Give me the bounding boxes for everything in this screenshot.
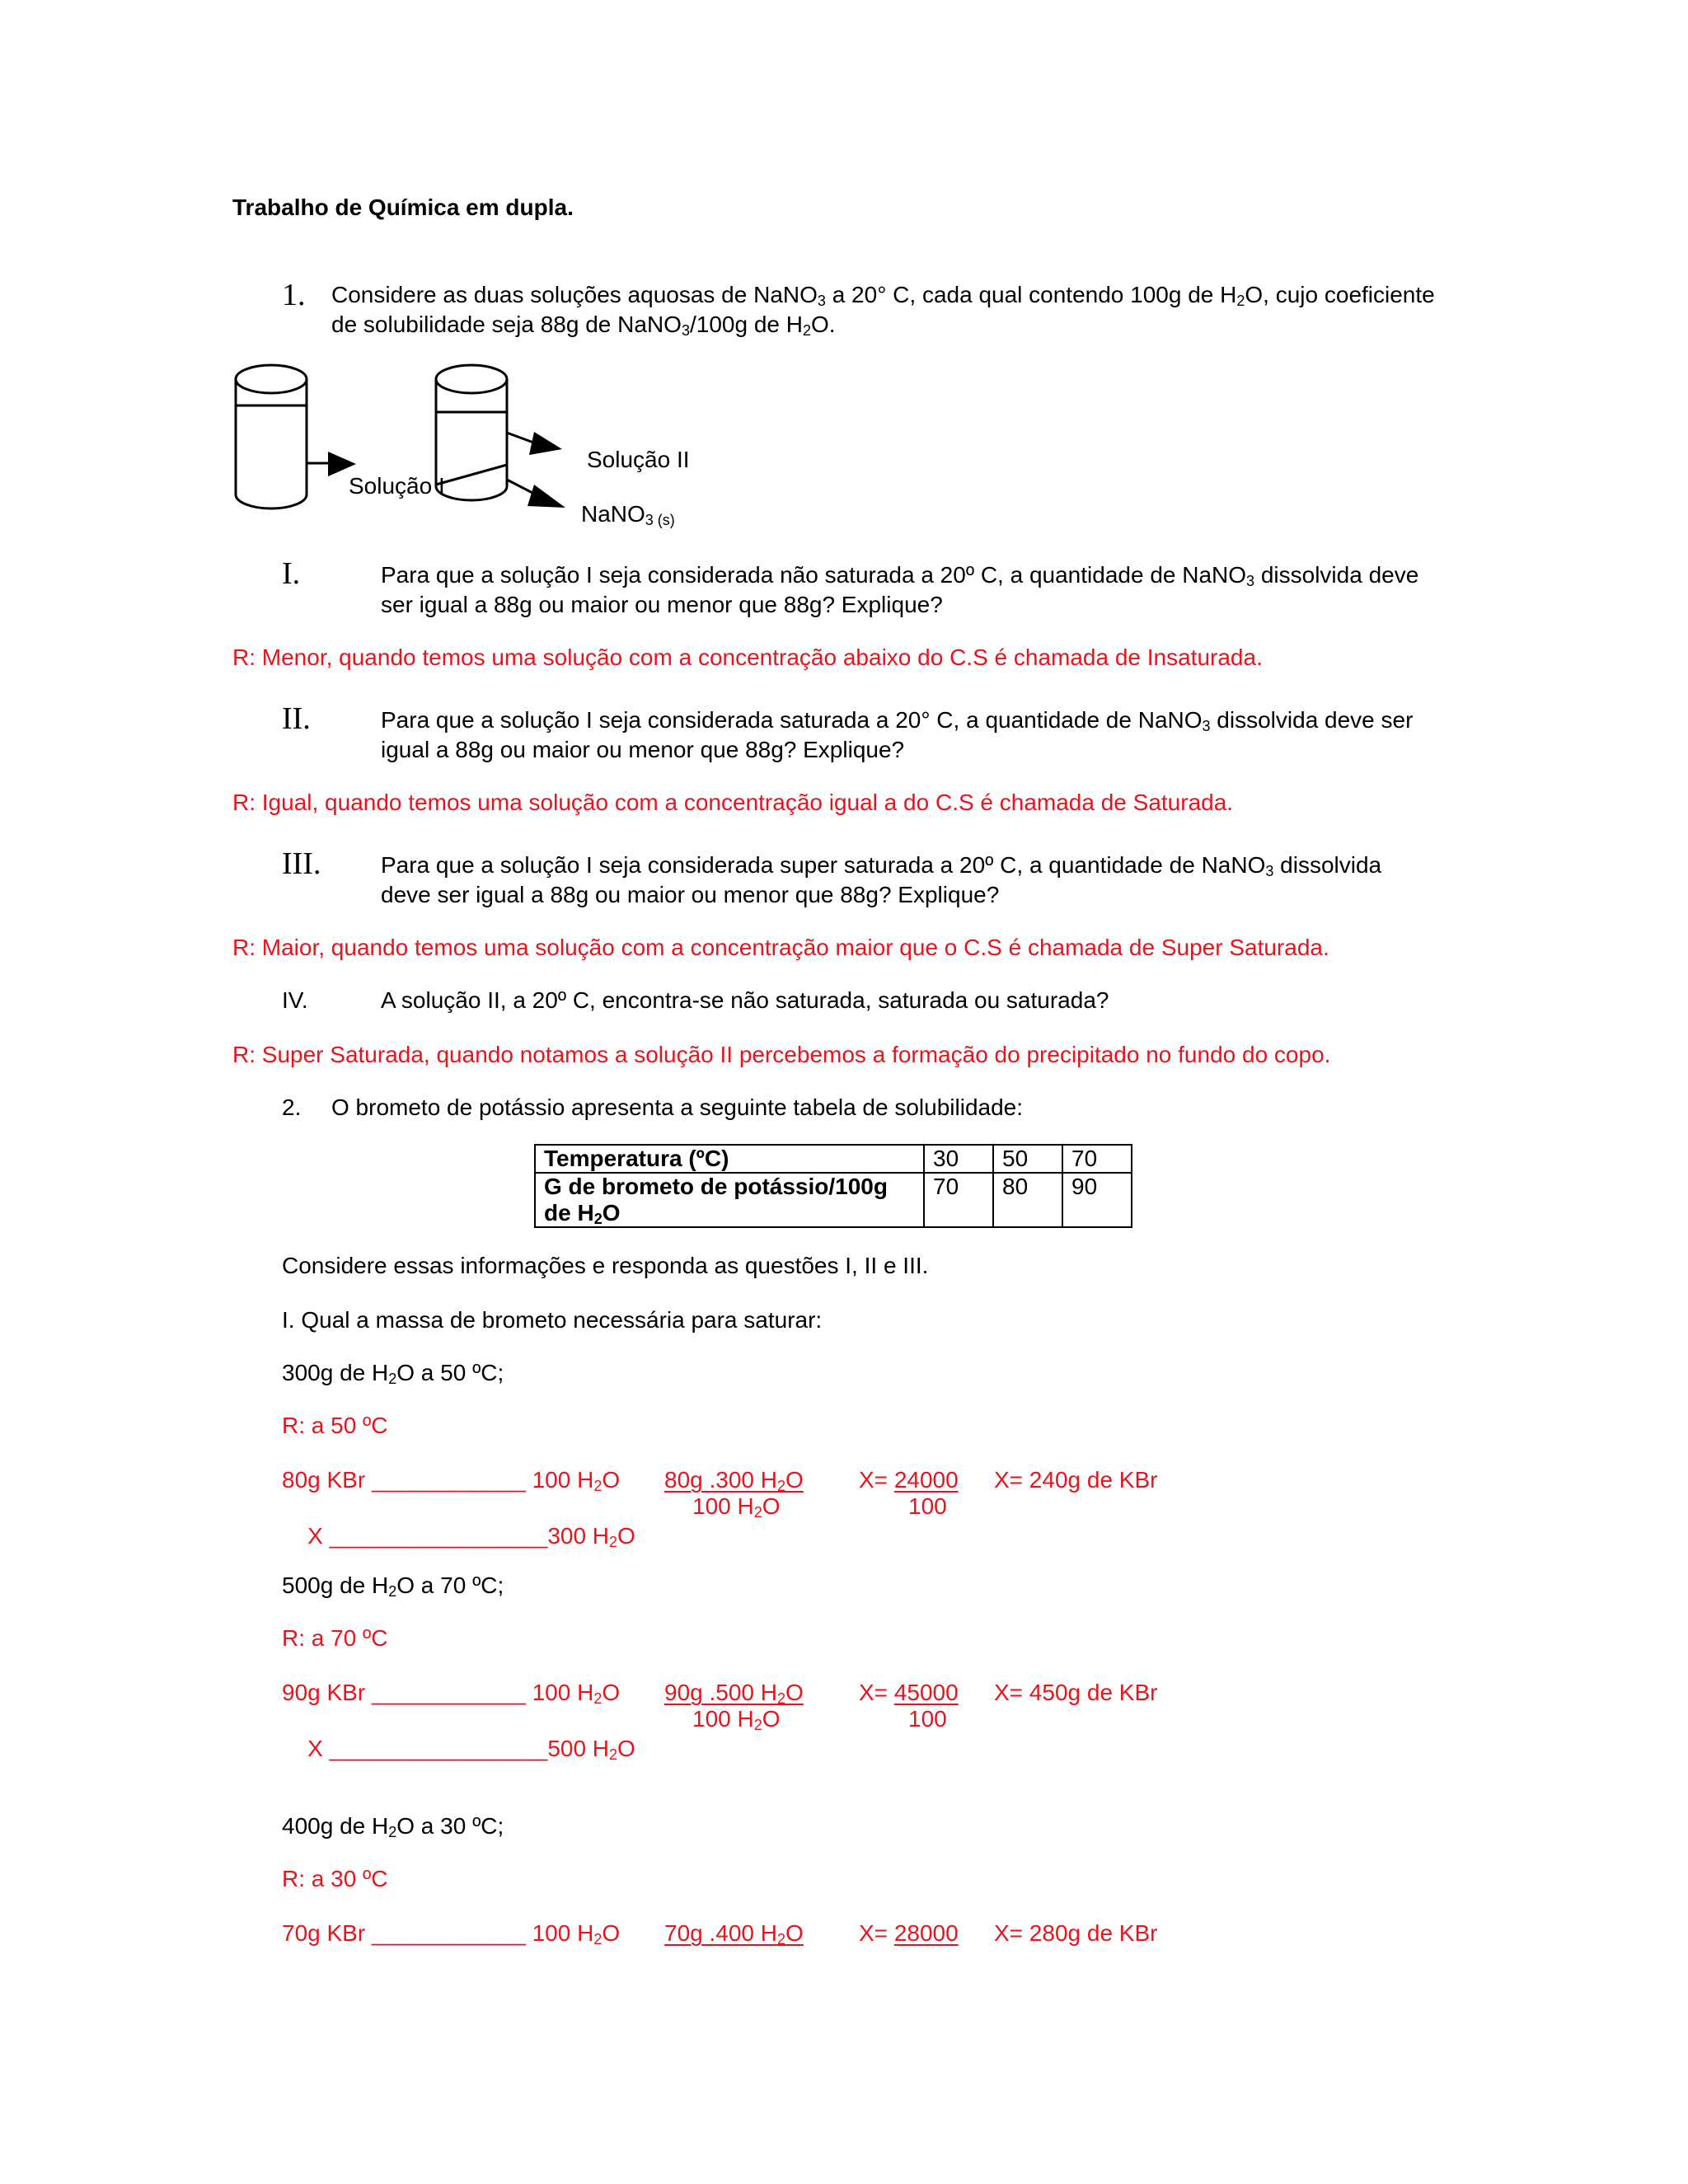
case-1-fraction-denominator: 100 $H_2O$ xyxy=(692,1493,781,1521)
item-4-answer: R: Super Saturada, quando notamos a solução II percebemos a formação do precipitado no fundo do copo. xyxy=(232,1042,1331,1067)
item-3-answer: R: Maior, quando temos uma solução com a concentração maior que o C.S é chamada de Super Saturada. xyxy=(232,935,1329,960)
case-2-line-2: X _________________500 $H_2O$ xyxy=(294,1736,635,1763)
case-2-result: X= 450g de KBr xyxy=(994,1680,1158,1705)
case-3-result: X= 280g de KBr xyxy=(994,1920,1158,1946)
label-solution-2: Solução II xyxy=(587,447,690,472)
item-1-line-1: Para que a solução I seja considerada não saturada a 20º C, a quantidade de NaNO$_3$ dissolvida deve xyxy=(381,562,1419,589)
case-1-response-label: R: a 50 ºC xyxy=(282,1413,388,1438)
table-cell: 80 xyxy=(993,1173,1062,1227)
item-2-line-1: Para que a solução I seja considerada saturada a 20° C, a quantidade de NaNO$_3$ dissolvida deve ser xyxy=(381,707,1414,734)
question-1-number: 1. xyxy=(282,278,306,312)
case-2-line-1: 90g KBr ____________ 100 $H_2O$ xyxy=(282,1680,621,1707)
question-2-prompt: I. Qual a massa de brometo necessária para saturar: xyxy=(282,1307,823,1333)
table-cell: 30 xyxy=(924,1145,993,1173)
beaker-1-top xyxy=(236,365,307,393)
item-2-answer: R: Igual, quando temos uma solução com a concentração igual a do C.S é chamada de Saturada. xyxy=(232,790,1234,815)
item-3-numeral: III. xyxy=(282,846,321,881)
case-1-question: 300g de $H_2O$ a 50 ºC; xyxy=(282,1360,504,1387)
item-2-line-2: igual a 88g ou maior ou menor que 88g? Explique? xyxy=(381,737,905,762)
question-1-line-2: de solubilidade seja 88g de NaNO$_3$/100g de $H_2O$. xyxy=(331,312,836,339)
item-4-numeral: IV. xyxy=(282,987,308,1013)
case-1-x-numerator: X= 24000 xyxy=(859,1467,959,1493)
arrow-solution-2 xyxy=(529,432,562,455)
case-1-line-1: 80g KBr ____________ 100 $H_2O$ xyxy=(282,1467,621,1494)
question-2-consider: Considere essas informações e responda as questões I, II e III. xyxy=(282,1253,929,1278)
item-3-line-1: Para que a solução I seja considerada super saturada a 20º C, a quantidade de NaNO$_3$ dissolvida xyxy=(381,852,1382,879)
label-nano3: NaNO$_{3 (s)}$ xyxy=(581,501,675,528)
case-2-fraction-numerator: 90g .500 $H_2O$ xyxy=(664,1680,804,1707)
case-2-x-denominator: 100 xyxy=(908,1706,947,1732)
beaker-2-top xyxy=(436,365,507,393)
table-row xyxy=(535,1145,1132,1173)
case-2-response-label: R: a 70 ºC xyxy=(282,1625,388,1651)
table-cell: 50 xyxy=(993,1145,1062,1173)
item-1-line-2: ser igual a 88g ou maior ou menor que 88g? Explique? xyxy=(381,592,943,617)
table-row xyxy=(535,1173,1132,1227)
case-3-line-1: 70g KBr ____________ 100 $H_2O$ xyxy=(282,1920,621,1947)
table-cell: 70 xyxy=(924,1173,993,1227)
question-1-line-1: Considere as duas soluções aquosas de NaNO$_3$ a 20° C, cada qual contendo 100g de $H_2O$, cujo coeficiente xyxy=(331,282,1435,309)
case-3-response-label: R: a 30 ºC xyxy=(282,1866,388,1891)
item-3-line-2: deve ser igual a 88g ou maior ou menor que 88g? Explique? xyxy=(381,882,1000,907)
case-1-line-2: X _________________300 $H_2O$ xyxy=(294,1523,635,1550)
page-title: Trabalho de Química em dupla. xyxy=(232,194,574,220)
item-2-numeral: II. xyxy=(282,701,311,736)
question-2-number: 2. xyxy=(282,1094,302,1120)
case-3-fraction-numerator: 70g .400 $H_2O$ xyxy=(664,1920,804,1947)
item-4-line-1: A solução II, a 20º C, encontra-se não saturada, saturada ou saturada? xyxy=(381,987,1109,1013)
label-solution-1: Solução I xyxy=(349,473,445,499)
case-2-fraction-denominator: 100 $H_2O$ xyxy=(692,1706,781,1733)
table-header-mass: G de brometo de potássio/100g de $H_2O$ xyxy=(535,1173,924,1227)
solubility-table xyxy=(534,1144,1132,1228)
case-1-result: X= 240g de KBr xyxy=(994,1467,1158,1493)
table-cell: 90 xyxy=(1062,1173,1132,1227)
case-3-x-numerator: X= 28000 xyxy=(859,1920,959,1946)
case-1-fraction-numerator: 80g .300 $H_2O$ xyxy=(664,1467,804,1494)
case-3-question: 400g de $H_2O$ a 30 ºC; xyxy=(282,1813,504,1840)
item-1-numeral: I. xyxy=(282,556,301,591)
question-2-text: O brometo de potássio apresenta a seguinte tabela de solubilidade: xyxy=(331,1094,1024,1120)
case-2-x-numerator: X= 45000 xyxy=(859,1680,959,1705)
case-2-question: 500g de $H_2O$ a 70 ºC; xyxy=(282,1572,504,1600)
case-1-x-denominator: 100 xyxy=(908,1493,947,1519)
table-cell: 70 xyxy=(1062,1145,1132,1173)
arrow-nano3 xyxy=(528,485,565,508)
item-1-answer: R: Menor, quando temos uma solução com a concentração abaixo do C.S é chamada de Insaturada. xyxy=(232,644,1263,670)
table-header-temperature: Temperatura (ºC) xyxy=(535,1145,924,1173)
